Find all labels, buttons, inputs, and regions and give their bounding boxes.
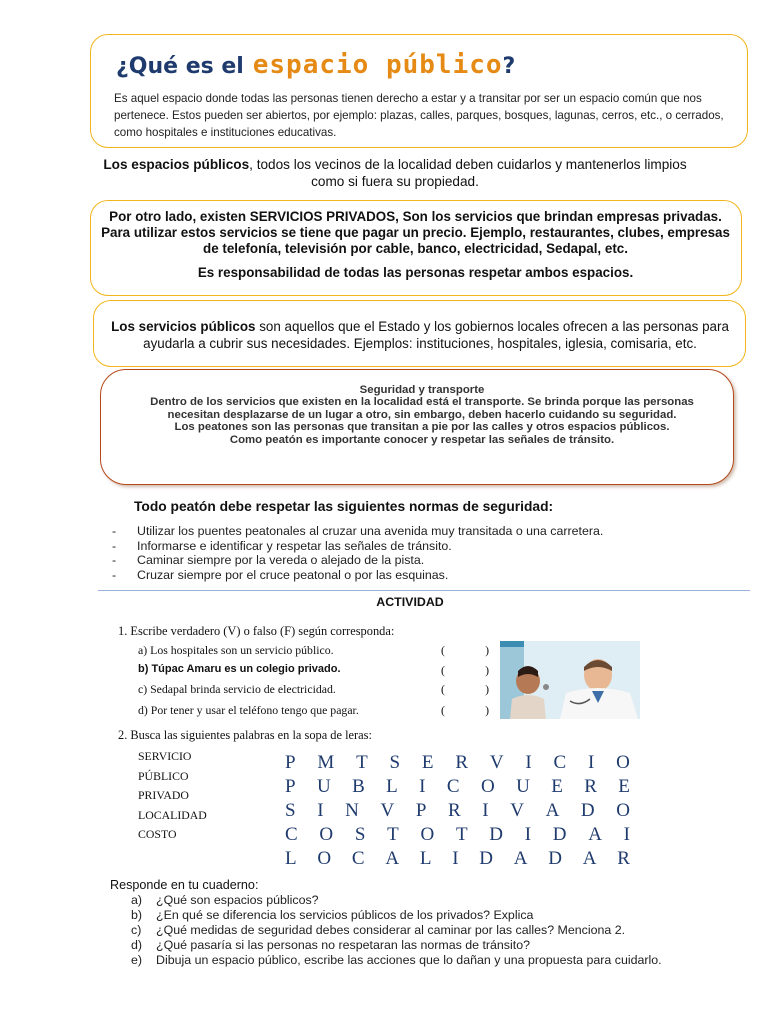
paren-open: (	[441, 703, 445, 717]
public-spaces-text: , todos los vecinos de la localidad deben cuidarlos y mantenerlos limpios como si fuera su propiedad.	[249, 157, 687, 189]
page-title	[116, 44, 515, 81]
grid-cell[interactable]: P	[285, 776, 296, 797]
grid-cell[interactable]: V	[489, 752, 504, 773]
respond-list	[131, 893, 662, 968]
item-letter: c)	[131, 923, 142, 937]
security-title: Seguridad y transporte	[359, 384, 485, 396]
grid-cell[interactable]: E	[551, 776, 563, 797]
grid-cell[interactable]: R	[617, 848, 630, 869]
grid-cell[interactable]: L	[285, 848, 297, 869]
grid-cell[interactable]: L	[386, 776, 398, 797]
list-item	[112, 524, 603, 539]
respond-title: Responde en tu cuaderno:	[110, 878, 259, 892]
item-text: ¿En qué se diferencia los servicios públicos de los privados? Explica	[156, 908, 534, 922]
grid-cell[interactable]: V	[380, 800, 395, 821]
grid-cell[interactable]: O	[319, 824, 334, 845]
public-services-bold: Los servicios públicos	[111, 319, 256, 334]
item-letter: a)	[131, 893, 143, 907]
item-text: Dibuja un espacio público, escribe las acciones que lo dañan y una propuesta para cuidarlo.	[156, 953, 662, 967]
item-letter: e)	[131, 953, 143, 967]
paren-open: (	[441, 682, 445, 696]
list-item: COSTO	[138, 827, 177, 841]
grid-cell[interactable]: C	[446, 776, 460, 797]
norm-text: Utilizar los puentes peatonales al cruzar una avenida muy transitada o una carretera.	[137, 524, 604, 538]
grid-cell[interactable]: I	[452, 848, 459, 869]
grid-row	[285, 847, 630, 871]
grid-cell[interactable]: S	[354, 824, 366, 845]
grid-cell[interactable]: P	[415, 800, 427, 821]
bullet: -	[112, 567, 117, 582]
title-prefix: ¿Qué es el	[116, 54, 244, 79]
grid-cell[interactable]: E	[618, 776, 630, 797]
norm-text: Caminar siempre por la vereda o alejado de la pista.	[137, 553, 425, 567]
grid-cell[interactable]: E	[421, 752, 434, 773]
answer-blank[interactable]	[441, 682, 489, 697]
public-services-text: son aquellos que el Estado y los gobiernos locales ofrecen a las personas para ayudarla a cubrir sus necesidades. Ejemplos: instituciones, hospitales, iglesia, comisaria, etc.	[143, 319, 729, 351]
grid-cell[interactable]: I	[419, 776, 426, 797]
public-spaces-paragraph	[100, 156, 690, 190]
paren-open: (	[441, 663, 445, 677]
word-list	[138, 747, 207, 845]
doctor-child-photo	[500, 641, 640, 719]
grid-cell[interactable]: C	[553, 752, 567, 773]
item-letter: b)	[131, 908, 143, 922]
grid-cell[interactable]: R	[448, 800, 461, 821]
grid-cell[interactable]: T	[387, 824, 399, 845]
grid-cell[interactable]: R	[584, 776, 597, 797]
list-item	[131, 953, 662, 968]
grid-cell[interactable]: N	[345, 800, 359, 821]
grid-cell[interactable]: O	[616, 752, 630, 773]
bullet: -	[112, 524, 117, 538]
grid-cell[interactable]: I	[588, 752, 595, 773]
grid-cell[interactable]: V	[510, 800, 524, 821]
grid-cell[interactable]: I	[525, 752, 532, 773]
grid-cell[interactable]: D	[489, 824, 503, 845]
divider	[98, 590, 750, 591]
grid-row	[285, 751, 630, 775]
grid-cell[interactable]: M	[317, 752, 335, 773]
grid-cell[interactable]: C	[285, 824, 298, 845]
list-item	[131, 923, 662, 938]
grid-cell[interactable]: U	[516, 776, 530, 797]
public-spaces-bold: Los espacios públicos	[103, 157, 250, 172]
list-item: PRIVADO	[138, 788, 189, 802]
grid-cell[interactable]: L	[419, 848, 432, 869]
grid-cell[interactable]: T	[455, 824, 468, 845]
list-item	[131, 908, 662, 923]
statement-b: b) Túpac Amaru es un colegio privado.	[138, 663, 341, 675]
grid-cell[interactable]: C	[351, 848, 365, 869]
word-search-grid[interactable]	[285, 751, 630, 871]
security-line-1: Dentro de los servicios que existen en la localidad está el transporte. Se brinda porque las personas necesitan desplazarse de un lugar a otro, sin embargo, deben hacerlo cuidando su seguridad.	[150, 396, 694, 421]
responsibility-text: Es responsabilidad de todas las personas respetar ambos espacios.	[197, 265, 634, 280]
grid-cell[interactable]: O	[480, 776, 495, 797]
norms-list	[112, 524, 603, 582]
norm-text: Cruzar siempre por el cruce peatonal o por las esquinas.	[137, 567, 449, 582]
grid-cell[interactable]: I	[482, 800, 489, 821]
bullet: -	[112, 553, 117, 567]
item-text: ¿Qué medidas de seguridad debes considerar al caminar por las calles? Menciona 2.	[156, 923, 626, 937]
grid-cell[interactable]: I	[623, 824, 630, 845]
question-1: 1. Escribe verdadero (V) o falso (F) según corresponda:	[118, 624, 395, 638]
paren-close: )	[485, 703, 489, 717]
item-text: ¿Qué son espacios públicos?	[156, 893, 319, 907]
security-content	[132, 384, 712, 446]
activity-title: ACTIVIDAD	[376, 595, 444, 609]
grid-cell[interactable]: T	[356, 752, 368, 773]
grid-row	[285, 799, 630, 823]
grid-cell[interactable]: I	[317, 800, 324, 821]
grid-cell[interactable]: O	[616, 800, 630, 821]
norm-text: Informarse e identificar y respetar las señales de tránsito.	[137, 538, 452, 553]
grid-cell[interactable]: O	[420, 824, 435, 845]
title-suffix: ?	[502, 54, 516, 79]
grid-cell[interactable]: A	[545, 800, 560, 821]
grid-cell[interactable]: D	[552, 824, 567, 845]
paren-open: (	[441, 643, 445, 657]
security-line-2: Los peatones son las personas que transitan a pie por las calles y otros espacios públicos.	[174, 421, 670, 434]
item-text: ¿Qué pasaría si las personas no respetaran las normas de tránsito?	[156, 938, 530, 952]
norms-title: Todo peatón debe respetar las siguientes normas de seguridad:	[134, 499, 554, 514]
list-item: SERVICIO	[138, 749, 192, 763]
grid-cell[interactable]: A	[588, 824, 602, 845]
security-line-3: Como peatón es importante conocer y respetar las señales de tránsito.	[229, 433, 615, 446]
bullet: -	[112, 538, 117, 553]
grid-row	[285, 775, 630, 799]
list-item	[112, 568, 603, 583]
private-services-text: Por otro lado, existen SERVICIOS PRIVADOS, Son los servicios que brindan empresas privadas. Para utilizar estos servicios se tiene que pagar un precio. Ejemplo, restaurantes, clubes, empresas de telefonía, televisión por cable, banco, electricidad, Sedapal, etc.	[101, 209, 730, 256]
grid-cell[interactable]: D	[479, 848, 494, 869]
grid-cell[interactable]: R	[455, 752, 469, 773]
item-letter: d)	[131, 938, 143, 952]
grid-cell[interactable]: U	[316, 776, 331, 797]
grid-row	[285, 823, 630, 847]
question-2: 2. Busca las siguientes palabras en la sopa de leras:	[118, 728, 372, 742]
grid-cell[interactable]: D	[580, 800, 595, 821]
grid-cell[interactable]: D	[548, 848, 563, 869]
list-item: LOCALIDAD	[138, 807, 207, 822]
statement-c: c) Sedapal brinda servicio de electricidad.	[138, 682, 336, 696]
grid-cell[interactable]: I	[524, 824, 532, 845]
statement-d: d) Por tener y usar el teléfono tengo que pagar.	[138, 703, 359, 717]
paren-close: )	[485, 643, 489, 657]
list-item: PÚBLICO	[138, 768, 189, 783]
list-item	[131, 893, 662, 908]
grid-cell[interactable]: P	[285, 752, 296, 773]
title-emphasis: espacio público	[252, 50, 503, 80]
list-item	[112, 539, 603, 554]
grid-cell[interactable]: S	[285, 800, 296, 821]
paren-close: )	[485, 682, 489, 696]
statement-a: a) Los hospitales son un servicio público.	[138, 643, 334, 657]
paren-close: )	[485, 663, 489, 677]
public-services-paragraph	[100, 318, 740, 352]
grid-cell[interactable]: A	[513, 848, 528, 869]
grid-cell[interactable]: O	[317, 848, 332, 869]
grid-cell[interactable]: A	[385, 848, 400, 869]
grid-cell[interactable]: S	[389, 752, 401, 773]
grid-cell[interactable]: A	[582, 848, 597, 869]
photo-illustration	[500, 641, 640, 719]
list-item	[112, 553, 603, 568]
list-item	[131, 938, 662, 953]
definition-text: Es aquel espacio donde todas las personas tienen derecho a estar y a transitar por ser un espacio común que nos pertenece. Estos pueden ser abiertos, por ejemplo: plazas, calles, parques, bosques, lagunas, cerros, etc., o cerrados, como hospitales e instituciones educativas.	[114, 92, 724, 139]
answer-blank[interactable]	[441, 663, 489, 678]
answer-blank[interactable]	[441, 703, 489, 718]
grid-cell[interactable]: B	[352, 776, 365, 797]
answer-blank[interactable]	[441, 643, 489, 658]
